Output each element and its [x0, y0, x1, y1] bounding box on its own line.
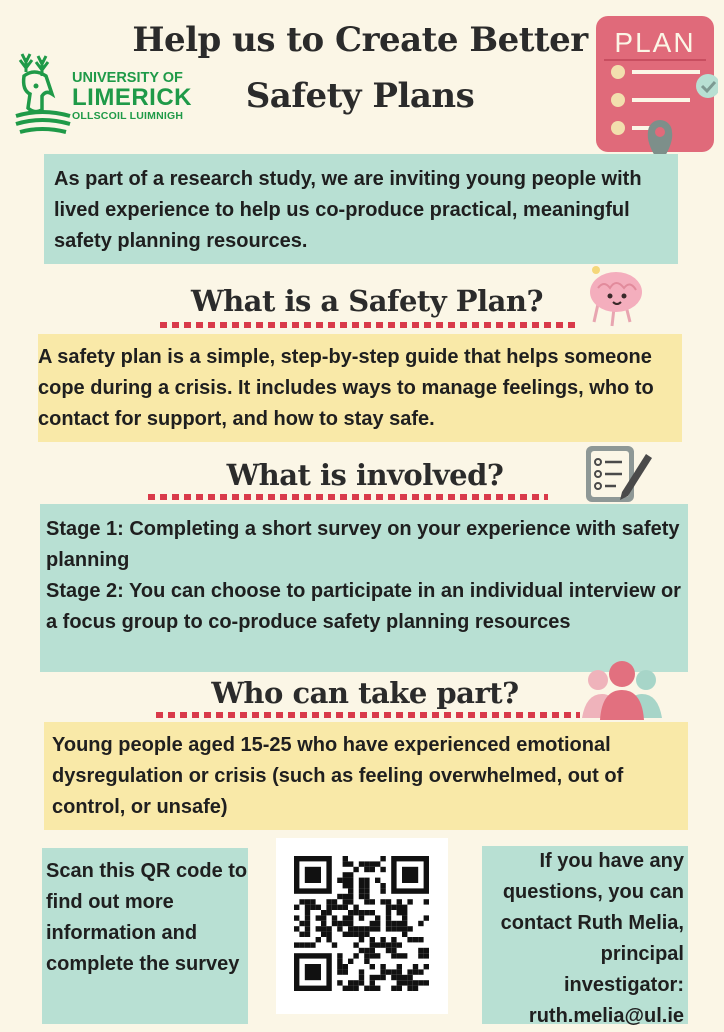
heading-safety-plan: What is a Safety Plan?: [191, 284, 543, 318]
logo-line-2: LIMERICK: [72, 84, 192, 111]
university-logo-text: [72, 70, 192, 122]
contact-email-link[interactable]: ruth.melia@ul.ie: [528, 1005, 684, 1027]
intro-box: [44, 154, 678, 264]
title-line-1: Help us to Create Better: [132, 20, 588, 60]
qr-code[interactable]: [276, 838, 448, 1014]
safety-plan-box: [38, 334, 682, 442]
checklist-pencil-icon: [582, 442, 654, 506]
stage-2-text: Stage 2: You can choose to participate in an individual interview or a focus group to co-produce safety planning resources: [46, 580, 681, 633]
qr-code-image[interactable]: [276, 838, 448, 1014]
who-text: Young people aged 15-25 who have experienced emotional dysregulation or crisis (such as feeling overwhelmed, out of control, or unsafe): [52, 734, 624, 818]
who-box: [44, 722, 688, 830]
brain-character-icon: [584, 264, 648, 330]
logo-line-3: OLLSCOIL LUIMNIGH: [72, 110, 184, 122]
heading-underline-dots: [156, 712, 580, 718]
heading-involved: What is involved?: [226, 458, 504, 492]
involved-box: [40, 504, 688, 672]
heading-underline-dots: [148, 494, 548, 500]
clipboard-checklist-location-icon: [594, 14, 718, 172]
people-group-icon: [582, 658, 662, 720]
intro-text: As part of a research study, we are inviting young people with lived experience to help us co-produce practical, meaningful safety planning resources.: [54, 168, 642, 252]
safety-plan-text: A safety plan is a simple, step-by-step guide that helps someone cope during a crisis. It includes ways to manage feelings, who to contact for support, and how to stay safe.: [38, 346, 654, 430]
title-line-2: Safety Plans: [245, 76, 475, 116]
plan-label: PLAN: [614, 27, 696, 58]
stage-1-text: Stage 1: Completing a short survey on your experience with safety planning: [46, 518, 680, 571]
qr-info-text: Scan this QR code to find out more information and complete the survey: [46, 860, 248, 975]
heading-who: Who can take part?: [211, 676, 519, 710]
contact-text: If you have any questions, you can contact Ruth Melia, principal investigator:: [500, 850, 684, 996]
stag-crest-icon: [12, 50, 76, 138]
logo-line-1: UNIVERSITY OF: [72, 70, 183, 86]
heading-underline-dots: [160, 322, 578, 328]
qr-info-box: [42, 848, 248, 1024]
contact-box: [482, 846, 688, 1027]
